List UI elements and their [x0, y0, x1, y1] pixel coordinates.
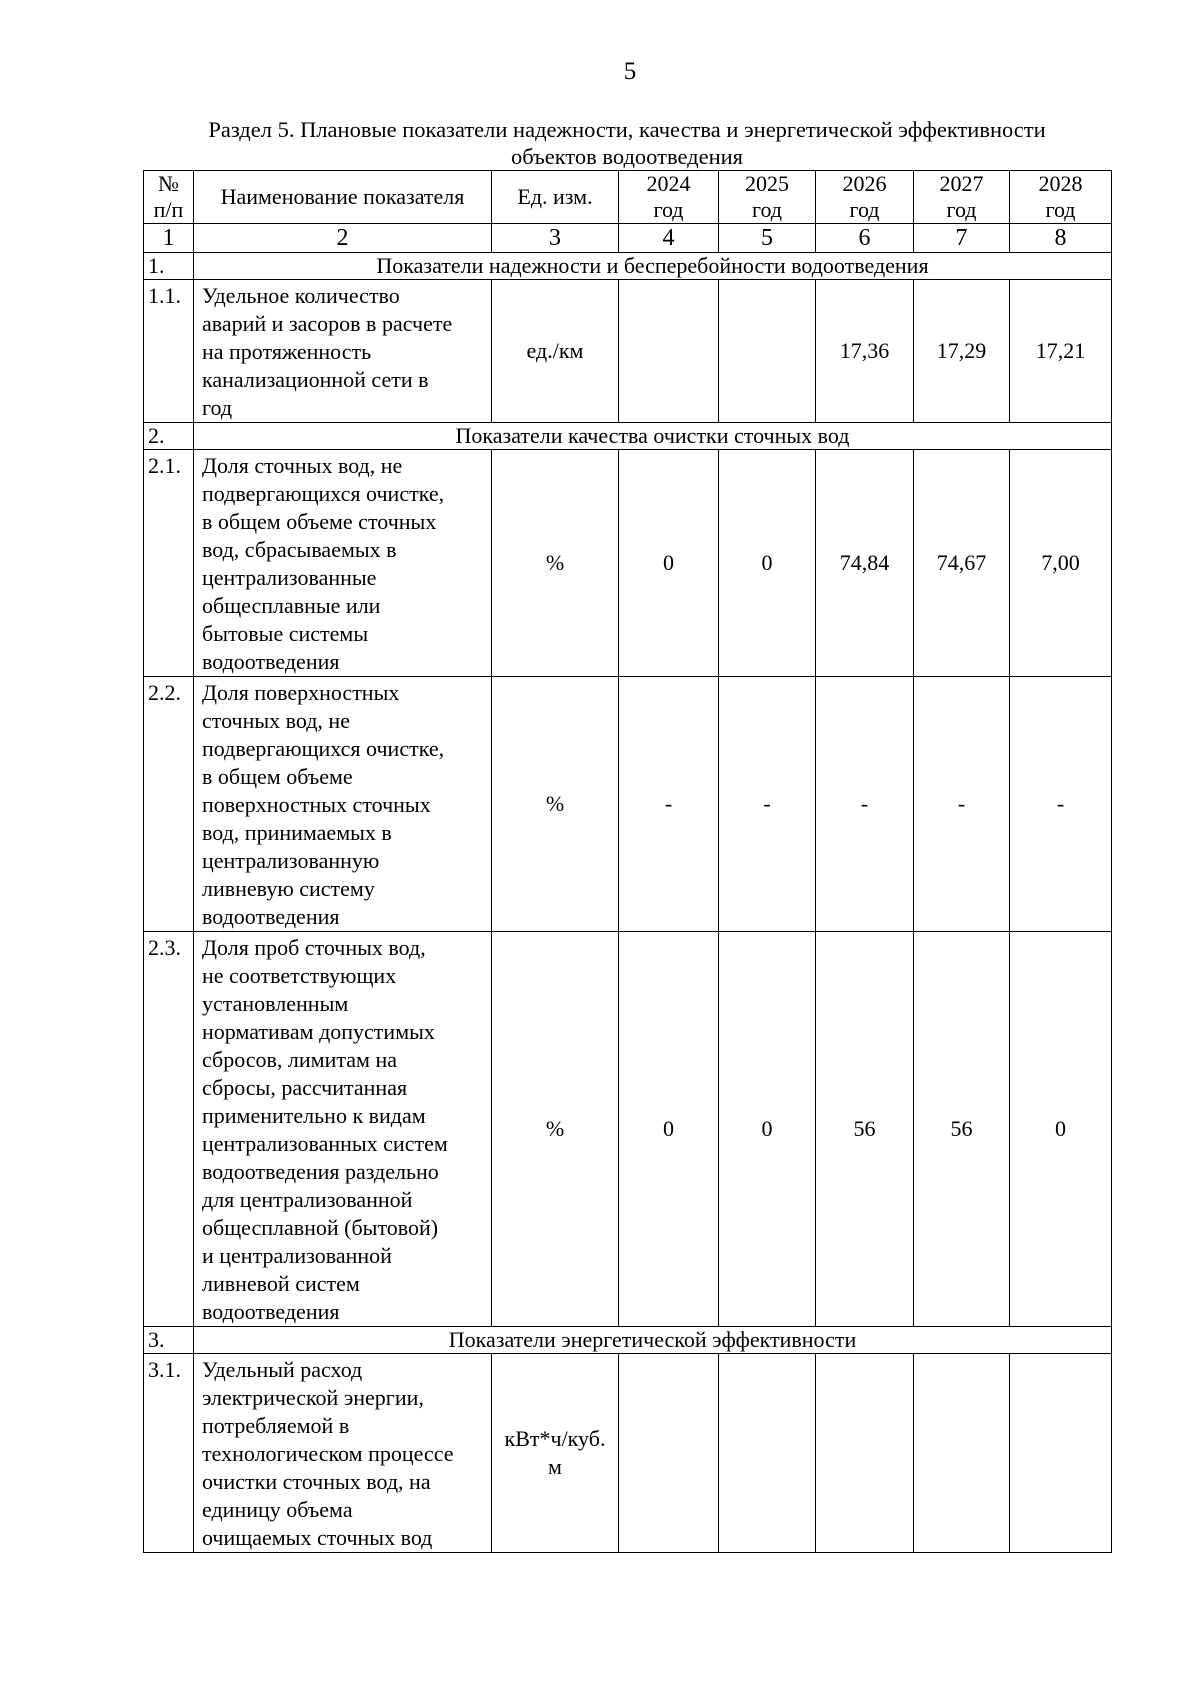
indicator-name-line: сточных вод, не [202, 708, 350, 733]
value-cell: 0 [719, 932, 816, 1327]
indicator-name-line: централизованных систем [202, 1131, 448, 1156]
indicator-name-line: нормативам допустимых [202, 1019, 435, 1044]
group-row [144, 1327, 1112, 1354]
indicator-name-line: Удельное количество [202, 283, 400, 308]
indicator-name-line: применительно к видам [202, 1103, 426, 1128]
unit-line: ед./км [526, 338, 584, 363]
value-cell [816, 1354, 914, 1553]
value-cell: 7,00 [1010, 450, 1112, 677]
indicator-name-line: ливневую систему [202, 876, 375, 901]
column-number: 5 [719, 224, 816, 253]
row-number: 1.1. [144, 280, 194, 423]
value-cell: 0 [1010, 932, 1112, 1327]
section-title [143, 116, 1111, 170]
unit-line: % [545, 550, 565, 575]
indicator-name-line: сбросов, лимитам на [202, 1047, 397, 1072]
column-number: 3 [492, 224, 619, 253]
indicator-name-line: подвергающихся очистке, [202, 736, 445, 761]
header-year-label: год [946, 197, 977, 222]
indicator-name-line: централизованные [202, 565, 377, 590]
indicator-name-line: для централизованной [202, 1187, 413, 1212]
section-title-line-1: Раздел 5. Плановые показатели надежности, качества и энергетической эффективности [208, 117, 1046, 142]
header-name: Наименование показателя [194, 171, 492, 224]
indicator-name-line: ливневой систем [202, 1271, 360, 1296]
indicator-name-line: в общем объеме [202, 764, 353, 789]
unit-line: кВт*ч/куб. [504, 1426, 606, 1451]
table-row [144, 280, 1112, 423]
value-cell: 17,21 [1010, 280, 1112, 423]
indicator-name-line: Доля сточных вод, не [202, 453, 403, 478]
section-title-line-2: объектов водоотведения [510, 144, 744, 169]
header-year-label: год [849, 197, 880, 222]
value-cell [914, 1354, 1010, 1553]
header-year-2025 [719, 171, 816, 224]
header-year-value: 2026 [842, 171, 887, 196]
header-year-value: 2027 [939, 171, 984, 196]
indicator-name-line: электрической энергии, [202, 1385, 424, 1410]
row-number: 2.2. [144, 677, 194, 932]
value-cell: 17,36 [816, 280, 914, 423]
header-year-2028 [1010, 171, 1112, 224]
indicator-name-line: на протяженность [202, 339, 372, 364]
unit-cell [492, 280, 619, 423]
value-cell: 0 [719, 450, 816, 677]
indicator-name-line: очищаемых сточных вод [202, 1525, 433, 1550]
indicator-name-line: потребляемой в [202, 1413, 350, 1438]
table-row [144, 1354, 1112, 1553]
indicator-name-line: и централизованной [202, 1243, 392, 1268]
indicator-name-line: сбросы, рассчитанная [202, 1075, 408, 1100]
indicators-table [143, 170, 1112, 1553]
value-cell: - [914, 677, 1010, 932]
indicator-name [194, 1354, 492, 1553]
header-num [144, 171, 194, 224]
indicator-name-line: единицу объема [202, 1497, 353, 1522]
indicator-name-line: поверхностных сточных [202, 792, 431, 817]
group-number: 2. [144, 423, 194, 450]
group-title: Показатели надежности и бесперебойности водоотведения [194, 253, 1112, 280]
indicator-name-line: год [202, 395, 233, 420]
value-cell: 0 [619, 450, 719, 677]
indicator-name-line: установленным [202, 991, 349, 1016]
indicator-name-line: водоотведения [202, 649, 340, 674]
indicator-name-line: централизованную [202, 848, 380, 873]
indicator-name [194, 450, 492, 677]
indicator-name-line: в общем объеме сточных [202, 509, 437, 534]
value-cell: 17,29 [914, 280, 1010, 423]
column-numbers-row [144, 224, 1112, 253]
header-year-2026 [816, 171, 914, 224]
column-number: 4 [619, 224, 719, 253]
indicator-name-line: технологическом процессе [202, 1441, 454, 1466]
value-cell: - [1010, 677, 1112, 932]
unit-line: м [548, 1454, 562, 1479]
indicator-name-line: общесплавной (бытовой) [202, 1215, 439, 1240]
indicator-name-line: подвергающихся очистке, [202, 481, 445, 506]
column-number: 8 [1010, 224, 1112, 253]
value-cell [619, 280, 719, 423]
indicator-name [194, 932, 492, 1327]
row-number: 2.3. [144, 932, 194, 1327]
header-unit: Ед. изм. [492, 171, 619, 224]
indicator-name-line: не соответствующих [202, 963, 397, 988]
indicator-name-line: вод, принимаемых в [202, 820, 392, 845]
indicator-name-line: Доля поверхностных [202, 680, 400, 705]
indicator-name-line: водоотведения [202, 1299, 340, 1324]
column-number: 2 [194, 224, 492, 253]
indicator-name-line: общесплавные или [202, 593, 381, 618]
column-number: 6 [816, 224, 914, 253]
unit-cell [492, 932, 619, 1327]
header-year-value: 2028 [1038, 171, 1083, 196]
unit-line: % [545, 791, 565, 816]
indicator-name-line: водоотведения раздельно [202, 1159, 439, 1184]
header-year-value: 2025 [745, 171, 789, 196]
indicator-name-line: вод, сбрасываемых в [202, 537, 397, 562]
value-cell: 0 [619, 932, 719, 1327]
header-year-2027 [914, 171, 1010, 224]
indicator-name [194, 280, 492, 423]
header-year-2024 [619, 171, 719, 224]
table-row [144, 932, 1112, 1327]
unit-cell [492, 450, 619, 677]
indicator-name [194, 677, 492, 932]
value-cell: 74,84 [816, 450, 914, 677]
indicator-name-line: аварий и засоров в расчете [202, 311, 453, 336]
group-number: 1. [144, 253, 194, 280]
group-row [144, 423, 1112, 450]
table-row [144, 677, 1112, 932]
group-number: 3. [144, 1327, 194, 1354]
table-row [144, 450, 1112, 677]
value-cell [719, 1354, 816, 1553]
group-row [144, 253, 1112, 280]
indicator-name-line: Удельный расход [202, 1357, 363, 1382]
value-cell: - [816, 677, 914, 932]
group-title: Показатели энергетической эффективности [194, 1327, 1112, 1354]
header-num-line-2: п/п [153, 197, 184, 222]
row-number: 2.1. [144, 450, 194, 677]
unit-cell [492, 677, 619, 932]
indicator-name-line: Доля проб сточных вод, [202, 935, 426, 960]
value-cell: 56 [914, 932, 1010, 1327]
header-year-label: год [1045, 197, 1076, 222]
page-number: 5 [623, 58, 637, 85]
row-number: 3.1. [144, 1354, 194, 1553]
value-cell: - [619, 677, 719, 932]
indicator-name-line: очистки сточных вод, на [202, 1469, 431, 1494]
column-number: 1 [144, 224, 194, 253]
header-year-label: год [653, 197, 684, 222]
indicator-name-line: водоотведения [202, 904, 340, 929]
indicator-name-line: канализационной сети в [202, 367, 429, 392]
value-cell [1010, 1354, 1112, 1553]
value-cell [619, 1354, 719, 1553]
unit-line: % [545, 1116, 565, 1141]
table-header-row [144, 171, 1112, 224]
header-year-value: 2024 [646, 171, 691, 196]
header-year-label: год [751, 197, 783, 222]
value-cell: - [719, 677, 816, 932]
value-cell: 56 [816, 932, 914, 1327]
header-num-line-1: № [158, 171, 179, 196]
value-cell [719, 280, 816, 423]
group-title: Показатели качества очистки сточных вод [194, 423, 1112, 450]
indicator-name-line: бытовые системы [202, 621, 369, 646]
value-cell: 74,67 [914, 450, 1010, 677]
column-number: 7 [914, 224, 1010, 253]
unit-cell [492, 1354, 619, 1553]
